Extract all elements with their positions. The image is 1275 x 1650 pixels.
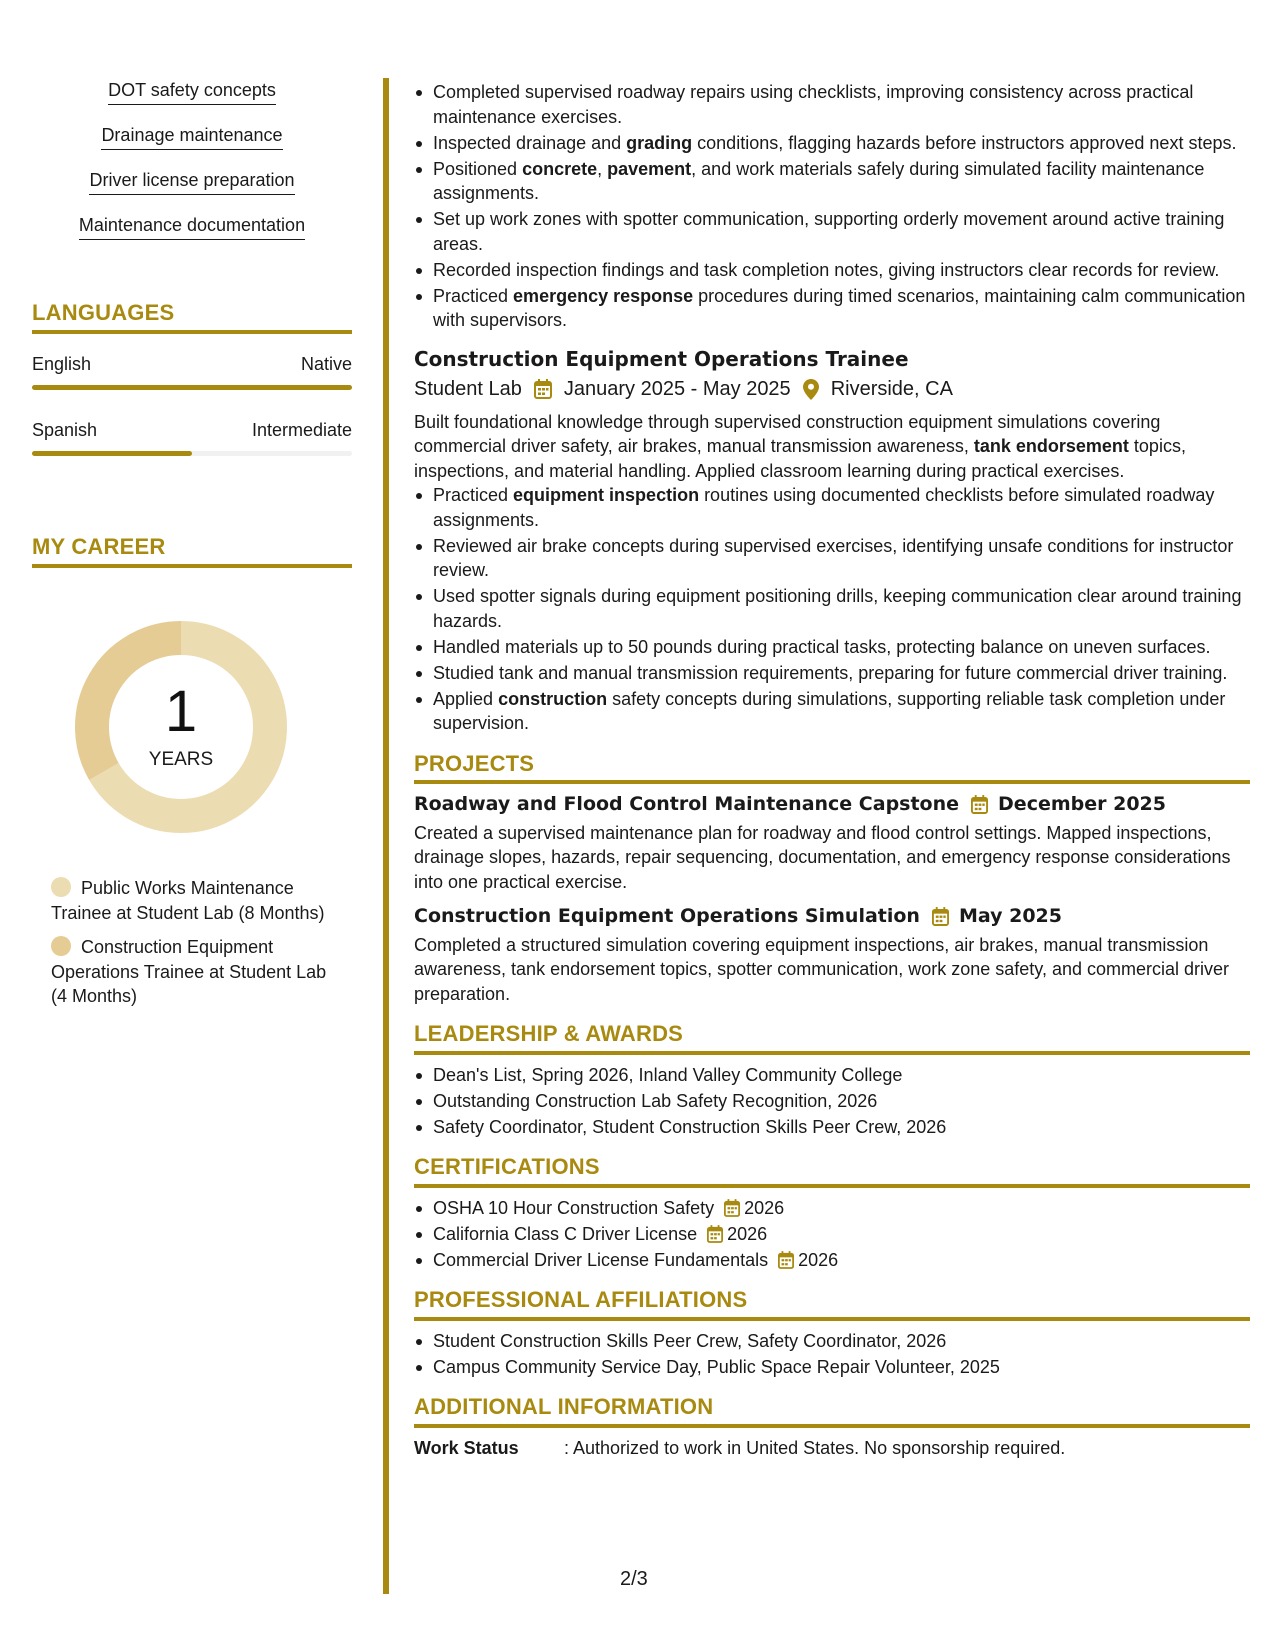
- certification-item: [414, 1196, 1250, 1221]
- project-description: Created a supervised maintenance plan for roadway and flood control settings. Mapped inspections, drainage slopes, hazards, repair sequencing, documentation, and emergency response considerations into one practical exercise.: [414, 822, 1231, 892]
- calendar-icon: [707, 1225, 723, 1243]
- award-item: Safety Coordinator, Student Construction Skills Peer Crew, 2026: [414, 1115, 1250, 1140]
- job-dates: January 2025 - May 2025: [563, 378, 791, 400]
- skill-item: Driver license preparation: [89, 170, 294, 195]
- location-pin-icon: [803, 379, 819, 400]
- job-bullets: [414, 483, 1250, 736]
- award-item: Dean's List, Spring 2026, Inland Valley Community College: [414, 1063, 1250, 1088]
- work-status-row: [414, 1436, 1250, 1461]
- bullet-item: Applied construction safety concepts during simulations, supporting reliable task completion under supervision.: [414, 687, 1250, 736]
- bullet-item: Inspected drainage and grading conditions, flagging hazards before instructors approved next steps.: [414, 131, 1250, 156]
- project-description: Completed a structured simulation covering equipment inspections, air brakes, manual transmission awareness, tank endorsement topics, spotter communication, work zone safety, and commercial driver preparation.: [414, 934, 1230, 1004]
- language-proficiency-bar: [32, 385, 352, 390]
- affiliations-heading: PROFESSIONAL AFFILIATIONS: [414, 1288, 1250, 1321]
- career-donut-chart: [66, 612, 296, 842]
- bullet-item: Used spotter signals during equipment positioning drills, keeping communication clear around training hazards.: [414, 584, 1250, 633]
- legend-dot: [51, 877, 71, 897]
- language-proficiency-fill: [32, 451, 192, 456]
- certifications-heading: CERTIFICATIONS: [414, 1155, 1250, 1188]
- project-title: [414, 904, 1250, 929]
- career-legend: [32, 876, 352, 1009]
- bullet-item: Practiced equipment inspection routines using documented checklists before simulated roadway assignments.: [414, 483, 1250, 532]
- certification-item: [414, 1222, 1250, 1247]
- calendar-icon: [778, 1251, 794, 1269]
- career-total-value: 1: [164, 679, 198, 744]
- left-column: [32, 80, 352, 1019]
- job-title: Construction Equipment Operations Trainee: [414, 346, 909, 371]
- skill-item: Maintenance documentation: [79, 215, 305, 240]
- skills-list: [32, 80, 352, 260]
- career-legend-item: [32, 935, 332, 1009]
- language-name: English: [32, 354, 92, 374]
- language-proficiency-bar: [32, 451, 352, 456]
- calendar-icon: [724, 1199, 740, 1217]
- additional-info-heading: ADDITIONAL INFORMATION: [414, 1395, 1250, 1428]
- career-legend-item: [32, 876, 332, 925]
- language-entry: [32, 420, 352, 456]
- certification-year: 2026: [798, 1249, 839, 1270]
- job-meta: [414, 377, 1250, 402]
- affiliation-item: Campus Community Service Day, Public Space Repair Volunteer, 2025: [414, 1355, 1250, 1380]
- bullet-item: Handled materials up to 50 pounds during practical tasks, protecting balance on uneven surfaces.: [414, 635, 1250, 660]
- affiliation-item: Student Construction Skills Peer Crew, Safety Coordinator, 2026: [414, 1329, 1250, 1354]
- work-status-label: Work Status: [414, 1437, 519, 1458]
- award-item: Outstanding Construction Lab Safety Recognition, 2026: [414, 1089, 1250, 1114]
- project-date: May 2025: [958, 905, 1062, 927]
- career-total-unit: YEARS: [148, 749, 214, 770]
- projects-heading: PROJECTS: [414, 752, 1250, 785]
- career-legend-text: Public Works Maintenance Trainee at Student Lab (8 Months): [51, 878, 325, 923]
- project-name: Construction Equipment Operations Simulation: [414, 905, 920, 927]
- bullet-item: Practiced emergency response procedures during timed scenarios, maintaining calm communication with supervisors.: [414, 284, 1250, 333]
- career-legend-text: Construction Equipment Operations Trainee at Student Lab (4 Months): [51, 937, 327, 1006]
- language-entry: [32, 354, 352, 390]
- certification-name: Commercial Driver License Fundamentals: [433, 1249, 769, 1270]
- certification-item: [414, 1248, 1250, 1273]
- bullet-item: Reviewed air brake concepts during supervised exercises, identifying unsafe conditions for instructor review.: [414, 534, 1250, 583]
- skill-item: DOT safety concepts: [108, 80, 276, 105]
- awards-heading: LEADERSHIP & AWARDS: [414, 1022, 1250, 1055]
- project-name: Roadway and Flood Control Maintenance Capstone: [414, 793, 960, 815]
- language-level: Intermediate: [251, 420, 352, 440]
- bullet-item: Positioned concrete, pavement, and work materials safely during simulated facility maintenance assignments.: [414, 157, 1250, 206]
- languages-heading: LANGUAGES: [32, 300, 352, 334]
- certification-year: 2026: [727, 1223, 768, 1244]
- certification-year: 2026: [744, 1197, 785, 1218]
- bullet-item: Studied tank and manual transmission requirements, preparing for future commercial driver training.: [414, 661, 1250, 686]
- job-company: Student Lab: [414, 378, 522, 400]
- bullet-item: Set up work zones with spotter communication, supporting orderly movement around active training areas.: [414, 207, 1250, 256]
- bullet-item: Completed supervised roadway repairs using checklists, improving consistency across practical maintenance exercises.: [414, 80, 1250, 129]
- calendar-icon: [534, 379, 552, 399]
- awards-section: [414, 1022, 1250, 1139]
- language-level: Native: [300, 354, 352, 374]
- work-status-value: : Authorized to work in United States. No sponsorship required.: [564, 1437, 1066, 1458]
- additional-info-section: [414, 1395, 1250, 1460]
- language-proficiency-fill: [32, 385, 352, 390]
- project-date: December 2025: [998, 793, 1166, 815]
- affiliations-section: [414, 1288, 1250, 1379]
- calendar-icon: [971, 795, 988, 814]
- job-description: Built foundational knowledge through supervised construction equipment simulations covering commercial driver safety, air brakes, manual transmission awareness, tank endorsement topics, inspections, and material handling. Applied classroom learning during practical exercises.: [414, 411, 1186, 481]
- projects-section: [414, 752, 1250, 1007]
- certifications-section: [414, 1155, 1250, 1272]
- project-title: [414, 792, 1250, 817]
- career-heading: MY CAREER: [32, 534, 352, 568]
- column-divider: [383, 78, 389, 1594]
- skill-item: Drainage maintenance: [101, 125, 282, 150]
- language-name: Spanish: [32, 420, 98, 440]
- certification-name: OSHA 10 Hour Construction Safety: [433, 1197, 715, 1218]
- calendar-icon: [932, 907, 949, 926]
- certification-name: California Class C Driver License: [433, 1223, 698, 1244]
- previous-job-bullets: [414, 80, 1250, 333]
- page-number: 2/3: [620, 1568, 648, 1590]
- right-column: [414, 80, 1250, 1460]
- bullet-item: Recorded inspection findings and task completion notes, giving instructors clear records for review.: [414, 258, 1250, 283]
- legend-dot: [51, 936, 71, 956]
- job-location: Riverside, CA: [830, 378, 953, 400]
